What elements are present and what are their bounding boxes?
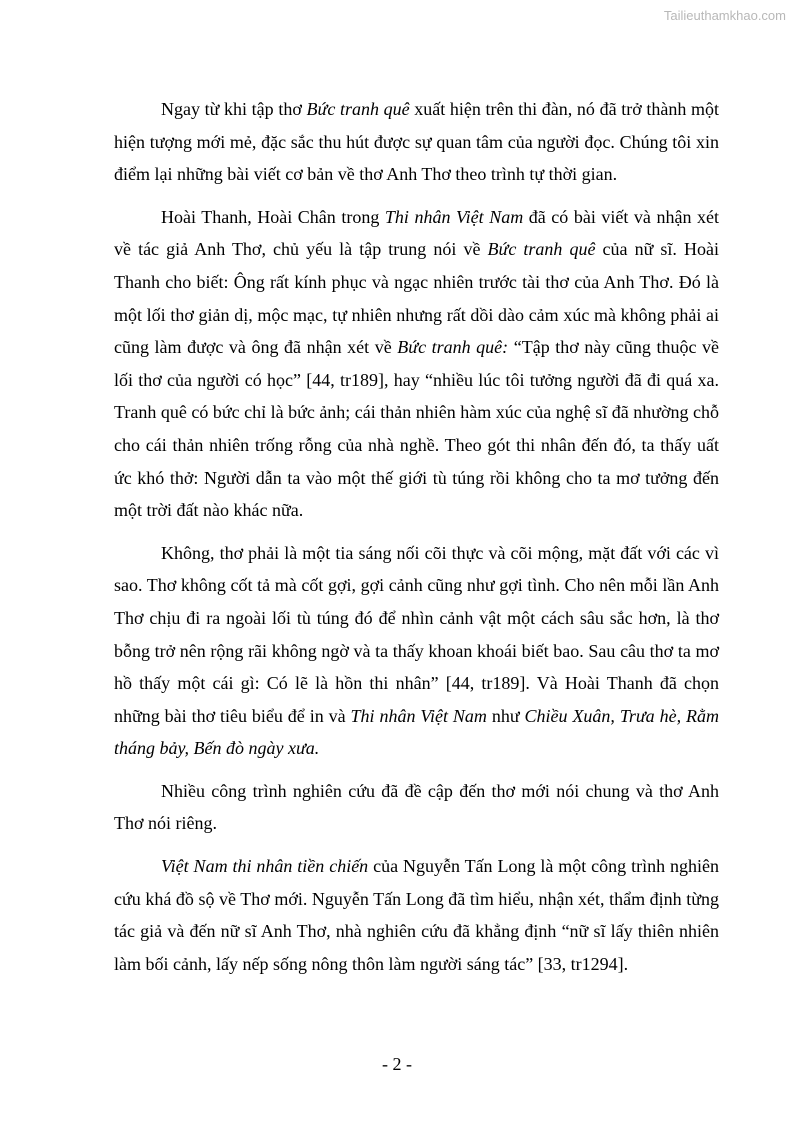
text-run: Nhiều công trình nghiên cứu đã đề cập đến thơ mới nói chung và thơ Anh Thơ nói riêng.: [114, 780, 719, 834]
text-run: Không, thơ phải là một tia sáng nối cõi thực và cõi mộng, mặt đất với các vì sao. Thơ không cốt tả mà cốt gợi, gợi cảnh cũng như gợi tình. Cho nên mỗi lần Anh Thơ chịu đi ra ngoài lối tù túng đó để nhìn cảnh vật một cách sâu sắc hơn, là thơ bỗng trở nên rộng rãi không ngờ và ta thấy khoan khoái biết bao. Sau câu thơ ta mơ hồ thấy một cái gì: Có lẽ là hồn thi nhân” [44, tr189]. Và Hoài Thanh đã chọn những bài thơ tiêu biểu để in và: [114, 542, 719, 726]
italic-text: Chiều Xuân, Trưa hè, Rằm tháng bảy, Bến đò ngày xưa.: [114, 705, 719, 759]
italic-text: Bức tranh quê: [487, 239, 596, 260]
text-run: “Tập thơ này cũng thuộc về lối thơ của người có học” [44, tr189], hay “nhiều lúc tôi tưởng người đã đi quá xa. Tranh quê có bức chỉ là bức ảnh; cái thản nhiên hàm xúc của nghệ sĩ đã nhường chỗ cho cái thản nhiên trống rỗng của nhà nghề. Theo gót thi nhân đến đó, ta thấy uất ức khó thở: Người dẫn ta vào một thế giới tù túng rồi không cho ta mơ tưởng đến một trời đất nào khác nữa.: [114, 337, 719, 521]
paragraph: [114, 850, 719, 980]
text-run: của Nguyễn Tấn Long là một công trình nghiên cứu khá đồ sộ về Thơ mới. Nguyễn Tấn Long đã tìm hiểu, nhận xét, thẩm định từng tác giả và đến nữ sĩ Anh Thơ, nhà nghiên cứu đã khẳng định “nữ sĩ lấy thiên nhiên làm bối cảnh, lấy nếp sống nông thôn làm người sáng tác” [33, tr1294].: [114, 856, 719, 974]
paragraph: [114, 93, 719, 191]
text-run: xuất hiện trên thi đàn, nó đã trở thành một hiện tượng mới mẻ, đặc sắc thu hút được sự quan tâm của người đọc. Chúng tôi xin điểm lại những bài viết cơ bản về thơ Anh Thơ theo trình tự thời gian.: [114, 99, 720, 185]
document-body: [114, 93, 719, 990]
paragraph: [114, 537, 719, 765]
italic-text: Bức tranh quê:: [397, 337, 509, 358]
text-run: của nữ sĩ. Hoài Thanh cho biết: Ông rất kính phục và ngạc nhiên trước tài thơ của Anh Thơ. Đó là một lối thơ giản dị, mộc mạc, tự nhiên nhưng rất dồi dào cảm xúc mà không phải ai cũng làm được và ông đã nhận xét về: [114, 239, 720, 358]
paragraph: [114, 201, 719, 527]
page-number: - 2 -: [382, 1054, 412, 1074]
italic-text: Thi nhân Việt Nam: [350, 705, 487, 726]
italic-text: Bức tranh quê: [306, 99, 410, 119]
italic-text: Thi nhân Việt Nam: [384, 206, 524, 227]
text-run: Ngay từ khi tập thơ: [161, 99, 307, 119]
watermark-text: Tailieuthamkhao.com: [663, 8, 786, 23]
paragraph: [114, 775, 719, 840]
text-run: Hoài Thanh, Hoài Chân trong: [161, 206, 385, 227]
text-run: như: [486, 705, 525, 726]
text-run: đã có bài viết và nhận xét về tác giả Anh Thơ, chủ yếu là tập trung nói về: [114, 206, 719, 260]
italic-text: Việt Nam thi nhân tiền chiến: [161, 856, 369, 877]
